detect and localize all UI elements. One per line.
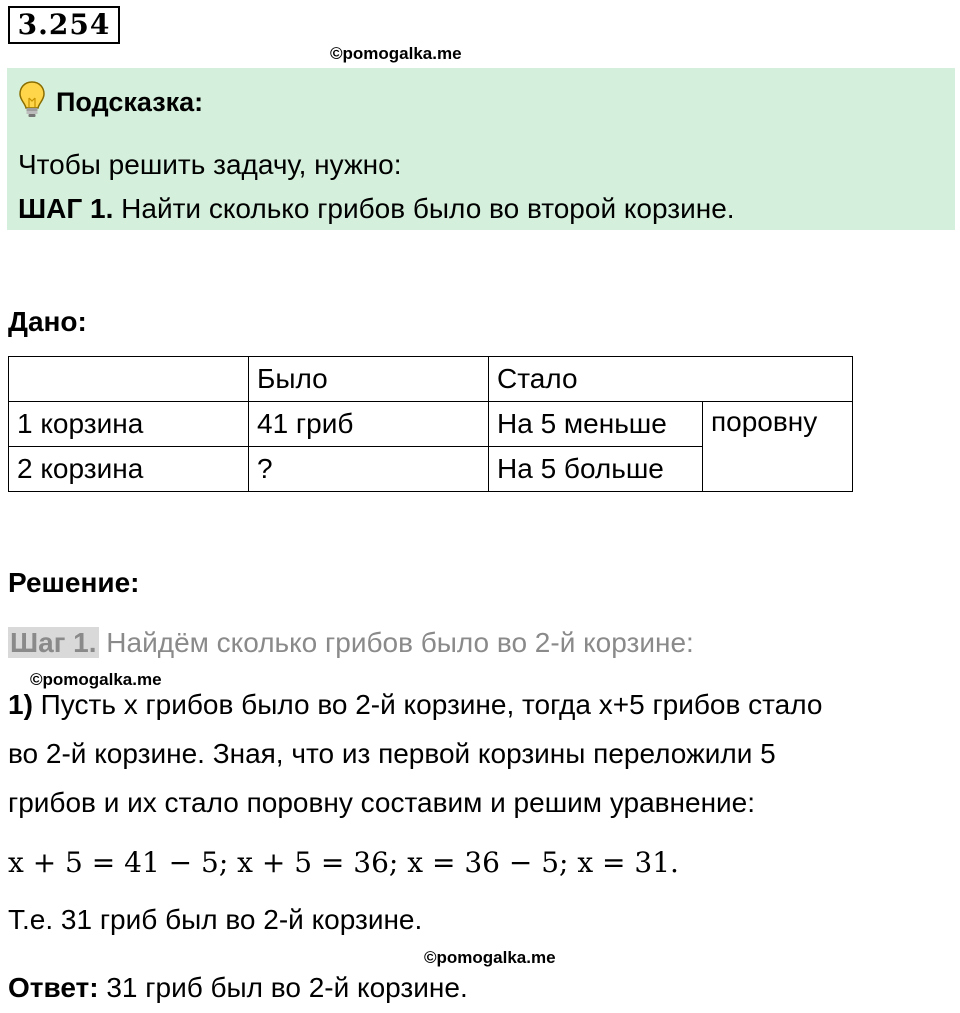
solution-para-line-2: во 2-й корзине. Зная, что из первой корзины переложили 5	[8, 738, 776, 769]
task-number: 3.254	[8, 6, 120, 44]
lightbulb-icon	[18, 80, 46, 125]
solution-para-line-1	[8, 688, 822, 722]
item-label: 1)	[8, 689, 33, 720]
watermark: ©pomogalka.me	[30, 670, 162, 689]
hint-step-text: Найти сколько грибов было во второй корзине.	[113, 193, 735, 224]
para-text: Пусть x грибов было во 2-й корзине, тогда x+5 грибов стало	[32, 689, 823, 720]
table-cell: 2 корзина	[9, 447, 249, 492]
answer-label: Ответ:	[8, 972, 99, 1003]
hint-intro: Чтобы решить задачу, нужно:	[18, 149, 402, 180]
table-row	[9, 402, 853, 447]
table-cell: На 5 больше	[489, 447, 703, 492]
hint-title: Подсказка:	[56, 87, 204, 117]
answer	[8, 971, 468, 1005]
solution-title: Решение:	[8, 567, 140, 598]
table-cell: На 5 меньше	[489, 402, 703, 447]
table-header-row	[9, 357, 853, 402]
watermark: ©pomogalka.me	[330, 44, 462, 63]
conclusion: Т.е. 31 гриб был во 2-й корзине.	[8, 904, 423, 935]
table-header-cell: Стало	[489, 357, 853, 402]
table-cell: 1 корзина	[9, 402, 249, 447]
given-title: Дано:	[8, 306, 87, 337]
solution-step	[8, 626, 694, 660]
table-cell: ?	[249, 447, 489, 492]
hint-step	[18, 192, 735, 226]
table-header-cell	[9, 357, 249, 402]
table-cell: 41 гриб	[249, 402, 489, 447]
table-header-cell: Было	[249, 357, 489, 402]
equation: x + 5 = 41 − 5; x + 5 = 36; x = 36 − 5; x = 31.	[8, 846, 679, 879]
answer-text: 31 гриб был во 2-й корзине.	[98, 972, 468, 1003]
given-table	[8, 356, 853, 492]
hint-step-label: ШАГ 1.	[18, 193, 114, 224]
hint-header	[18, 80, 203, 125]
table-cell-merged: поровну	[703, 402, 853, 492]
watermark: ©pomogalka.me	[424, 948, 556, 967]
solution-step-text: Найдём сколько грибов было во 2-й корзине:	[98, 627, 694, 658]
solution-step-label: Шаг 1.	[10, 627, 97, 658]
solution-para-line-3: грибов и их стало поровну составим и решим уравнение:	[8, 787, 756, 818]
